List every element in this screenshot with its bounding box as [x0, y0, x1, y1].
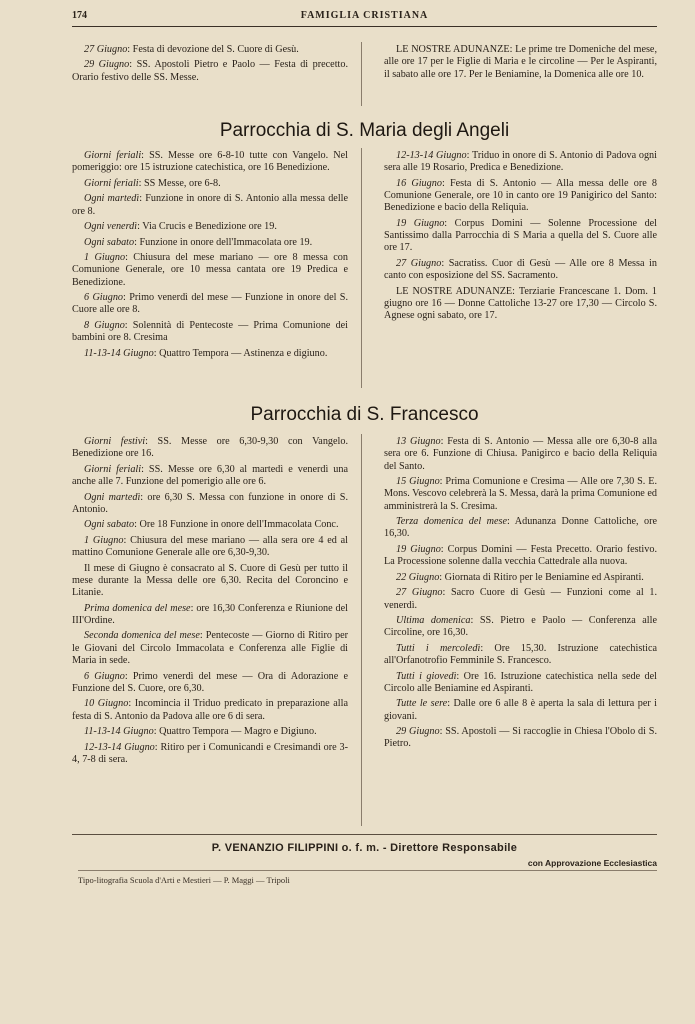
notice-paragraph — [384, 643, 657, 668]
notice-label: 1 Giugno — [84, 534, 124, 546]
notice-text: : SS. Apostoli — Si raccoglie in Chiesa l'Obolo di S. Pietro. — [384, 726, 657, 750]
notice-paragraph — [72, 178, 348, 190]
notice-text: : ore 6,30 S. Messa con funzione in onore di S. Antonio. — [72, 491, 348, 515]
notice-text: : Primo venerdì del mese — Funzione in onore del S. Cuore alle ore 8. — [72, 292, 349, 316]
magazine-title: FAMIGLIA CRISTIANA — [300, 10, 429, 21]
section-title-santa-maria: Parrocchia di S. Maria degli Angeli — [219, 120, 510, 141]
notice-label: Ogni venerdì — [84, 221, 138, 233]
notice-label: Tutte le sere — [396, 698, 448, 710]
notice-label: 6 Giugno — [84, 292, 124, 304]
printer-rule — [78, 870, 657, 871]
column-divider — [361, 42, 362, 106]
notice-paragraph — [384, 516, 657, 541]
notice-paragraph — [72, 237, 348, 249]
notice-text: : Via Crucis e Benedizione ore 19. — [137, 221, 277, 233]
notice-label: Giorni festivi — [84, 436, 146, 447]
notice-text: : Adunanza Donne Cattoliche, ore 16,30. — [384, 516, 657, 540]
notice-paragraph — [72, 603, 348, 628]
notice-paragraph — [72, 44, 348, 56]
notice-text: : Dalle ore 6 alle 8 è aperta la sala di lettura per i giovani. — [384, 698, 658, 722]
notice-label: Giorni feriali — [84, 177, 139, 189]
column-divider — [361, 148, 362, 388]
notice-text: : Solennità di Pentecoste — Prima Comunione dei bambini ore 8. Cresima — [72, 319, 349, 344]
notice-text: : Primo venerdì del mese — Ora di Adorazione e Funzione del S. Cuore, ore 6,30. — [72, 670, 348, 694]
notice-paragraph — [384, 726, 657, 751]
notice-text: : SS. Messe ore 6,30-9,30 con Vangelo. Benedizione ore 16. — [72, 436, 349, 460]
notice-paragraph — [384, 258, 657, 283]
notice-label: Ogni martedì — [84, 491, 141, 503]
notice-label: Ogni martedì — [84, 193, 140, 205]
notice-text: : Prima Comunione e Cresima — Alle ore 7,30 S. E. Mons. Vescovo celebrerà la S. Messa, darà la prima Comunione ed amministrerà la S. Cresima. — [384, 476, 657, 512]
notice-label: 12-13-14 Giugno — [396, 150, 467, 161]
notice-label: 22 Giugno — [396, 571, 440, 583]
notice-paragraph — [384, 671, 657, 696]
top-right-column — [384, 44, 657, 84]
notice-paragraph — [72, 59, 348, 84]
notice-text: : Ritiro per i Comunicandi e Cresimandi ore 3-4, 7-8 di sera. — [72, 741, 348, 765]
notice-paragraph — [72, 193, 348, 218]
notice-paragraph — [384, 286, 657, 323]
santa-maria-left-column — [72, 150, 348, 363]
notice-label: Tutti i giovedì — [396, 670, 457, 682]
notice-paragraph — [72, 492, 348, 517]
notice-paragraph — [72, 698, 348, 723]
notice-paragraph — [384, 178, 657, 215]
notice-paragraph — [384, 615, 657, 640]
notice-label: Ultima domenica — [396, 614, 471, 626]
notice-text: : ore 16,30 Conferenza e Riunione del III'Ordine. — [72, 602, 349, 626]
notice-label: 27 Giugno — [396, 257, 442, 269]
notice-text: : Quattro Tempora — Astinenza e digiuno. — [153, 347, 328, 359]
page-number: 174 — [72, 10, 87, 21]
notice-label: 11-13-14 Giugno — [84, 347, 154, 359]
notice-paragraph — [72, 464, 348, 489]
notice-label: Tutti i mercoledì — [396, 642, 481, 654]
notice-paragraph — [384, 572, 657, 584]
notice-text: Il mese di Giugno è consacrato al S. Cuore di Gesù per tutto il mese durante la Messa delle ore 6,30. Recita del Coroncino e Litanie. — [72, 562, 348, 599]
notice-paragraph — [72, 320, 348, 345]
san-francesco-right-column — [384, 436, 657, 754]
notice-label: 19 Giugno — [396, 217, 445, 229]
notice-label: 10 Giugno — [84, 698, 129, 710]
notice-text: : SS. Pietro e Paolo — Conferenza alle Circoline, ore 16,30. — [384, 614, 657, 639]
notice-paragraph — [384, 544, 657, 569]
notice-text: : Ore 18 Funzione in onore dell'Immacolata Conc. — [134, 519, 339, 531]
column-divider — [361, 434, 362, 826]
notice-paragraph — [72, 348, 348, 360]
notice-text: : SS Messe, ore 6-8. — [138, 177, 221, 189]
notice-label: 29 Giugno — [84, 59, 130, 71]
notice-paragraph — [384, 150, 657, 175]
notice-text: : Terziarie Francescane 1. Dom. 1 giugno ore 16 — Donne Cattoliche 13-27 ore 17,30 — Circolo S. Agnese ogni sabato, ore 17. — [384, 285, 657, 322]
notice-label: LE NOSTRE ADUNANZE — [396, 44, 510, 55]
san-francesco-left-column — [72, 436, 348, 769]
notice-label: 13 Giugno — [396, 436, 441, 447]
notice-label: 29 Giugno — [396, 726, 440, 738]
notice-text: : Pentecoste — Giorno di Ritiro per le Giovani del Circolo Immacolata e Conferenza alle Figlie di Maria in sede. — [72, 630, 348, 667]
notice-paragraph — [72, 742, 348, 767]
notice-text: : SS. Apostoli Pietro e Paolo — Festa di precetto. Orario festivo delle SS. Messe. — [72, 59, 348, 83]
notice-label: 11-13-14 Giugno — [84, 726, 154, 738]
notice-label: LE NOSTRE ADUNANZE — [396, 285, 513, 297]
notice-paragraph — [72, 671, 348, 696]
notice-text: : Quattro Tempora — Magro e Digiuno. — [153, 726, 317, 738]
notice-text: : Festa di S. Antonio — Messa alle ore 6,30-8 alla sera ore 6. Funzione di Chiusa. Panigirco e bacio della Reliquia del Santo. — [384, 436, 657, 472]
notice-label: 6 Giugno — [84, 670, 125, 682]
notice-paragraph — [72, 252, 348, 289]
notice-text: : Le prime tre Domeniche del mese, alle ore 17 per le Figlie di Maria e le circoline — Per le Aspiranti, il sabato alle ore 17. Per le Beniamine, la Domenica alle ore 10. — [384, 44, 657, 80]
notice-text: : Corpus Domini — Festa Precetto. Orario festivo. La Processione solenne dalla vecchia Cattedrale alla nuova. — [384, 543, 657, 568]
notice-label: Ogni sabato — [84, 519, 135, 531]
notice-paragraph — [72, 221, 348, 233]
printer-line: Tipo-litografia Scuola d'Arti e Mestieri — P. Maggi — Tripoli — [78, 875, 290, 885]
notice-label: 27 Giugno — [396, 587, 443, 599]
notice-paragraph — [384, 587, 657, 612]
notice-label: 1 Giugno — [84, 252, 126, 264]
notice-text: : Triduo in onore di S. Antonio di Padova ogni sera alle 19 Rosario, Predica e Benedizione. — [384, 150, 657, 174]
notice-label: Ogni sabato — [84, 236, 135, 248]
notice-text: : Chiusura del mese mariano — alla sera ore 4 ed al mattino Comunione Generale alle ore 6,30-9,30. — [72, 534, 349, 559]
notice-paragraph — [384, 44, 657, 81]
notice-text: : SS. Messe ore 6,30 al martedì e venerdì una anche alle 7. Funzione del pomerigio alle ore 6. — [72, 463, 348, 488]
notice-paragraph — [384, 436, 657, 473]
notice-text: : Festa di S. Antonio — Alla messa delle ore 8 Comunione Generale, ore 10 in canto ore 19 Panigirico del Santo: Benedizione e bacio della Reliquia. — [384, 177, 658, 214]
santa-maria-right-column — [384, 150, 657, 326]
notice-text: : Funzione in onore di S. Antonio alla messa delle ore 8. — [72, 193, 348, 217]
notice-text: : Corpus Domini — Solenne Processione del Santissimo dalla Parrocchia di S Maria a quella del S. Cuore alle ore 17. — [384, 217, 658, 254]
notice-text: : Chiusura del mese mariano — ore 8 messa con Comunione Generale, ore 10 messa cantata ore 19 Predica e Benedizione. — [72, 252, 348, 288]
notice-label: 27 Giugno — [84, 44, 128, 55]
notice-paragraph — [384, 218, 657, 255]
notice-paragraph — [72, 563, 348, 600]
notice-text: : Incomincia il Triduo predicato in preparazione alla festa di S. Antonio da Padova alle ore 6 di sera. — [72, 698, 348, 722]
top-left-column — [72, 44, 348, 87]
approval-line: con Approvazione Ecclesiastica — [527, 858, 657, 868]
notice-label: 15 Giugno — [396, 476, 440, 488]
notice-paragraph — [72, 436, 348, 461]
notice-paragraph — [72, 726, 348, 738]
notice-label: Seconda domenica del mese — [84, 630, 200, 642]
notice-label: Giorni feriali — [84, 150, 142, 161]
notice-paragraph — [72, 519, 348, 531]
notice-text: : Giornata di Ritiro per le Beniamine ed Aspiranti. — [439, 571, 644, 583]
notice-paragraph — [384, 698, 657, 723]
running-header — [72, 8, 657, 27]
notice-label: 19 Giugno — [396, 543, 441, 555]
notice-paragraph — [72, 630, 348, 667]
notice-text: : Ore 16. Istruzione catechistica nella sede del Circolo alle Beniamine ed Aspiranti. — [384, 670, 657, 694]
footer-rule — [72, 834, 657, 835]
notice-label: 12-13-14 Giugno — [84, 741, 155, 753]
notice-label: Giorni feriali — [84, 463, 142, 475]
section-title-san-francesco: Parrocchia di S. Francesco — [250, 404, 479, 425]
notice-label: Prima domenica del mese — [84, 602, 191, 614]
notice-text: : SS. Messe ore 6-8-10 tutte con Vangelo. Nel pomeriggio: ore 15 istruzione catechistica, ore 16 Benedizione. — [72, 150, 348, 174]
notice-paragraph — [72, 292, 348, 317]
notice-label: 8 Giugno — [84, 319, 125, 331]
notice-label: 16 Giugno — [396, 177, 442, 189]
notice-paragraph — [72, 535, 348, 560]
notice-text: : Festa di devozione del S. Cuore di Gesù. — [127, 44, 299, 55]
notice-text: : Sacro Cuore di Gesù — Funzioni come al 1. venerdì. — [384, 587, 658, 611]
notice-paragraph — [72, 150, 348, 175]
notice-text: : Ore 15,30. Istruzione catechistica all'Orfanotrofio Femminile S. Francesco. — [384, 642, 657, 667]
notice-label: Terza domenica del mese — [396, 516, 508, 528]
notice-text: : Funzione in onore dell'Immacolata ore 19. — [134, 236, 313, 248]
notice-paragraph — [384, 476, 657, 513]
director-line: P. VENANZIO FILIPPINI o. f. m. - Direttore Responsabile — [211, 842, 518, 854]
notice-text: : Sacratiss. Cuor di Gesù — Alle ore 8 Messa in canto con esposizione del SS. Sacramento. — [384, 257, 657, 282]
